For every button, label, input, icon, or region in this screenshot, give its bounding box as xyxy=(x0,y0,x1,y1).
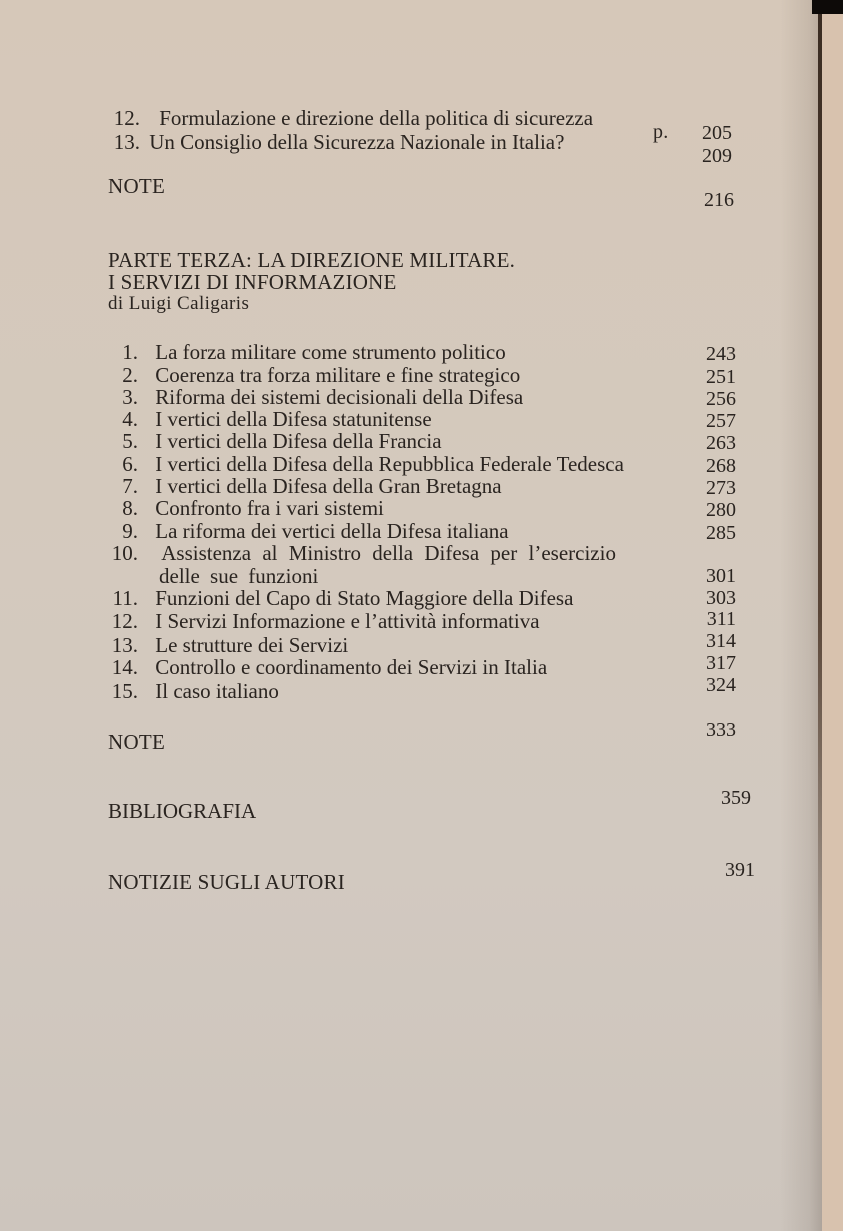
toc-entry xyxy=(108,363,520,387)
entry-page: 268 xyxy=(706,455,736,477)
entry-title: Un Consiglio della Sicurezza Nazionale in Italia? xyxy=(149,130,565,154)
entry-number: 4. xyxy=(122,407,138,431)
toc-entry xyxy=(108,407,432,431)
dark-corner xyxy=(812,0,843,14)
toc-entry xyxy=(108,633,348,657)
entry-number: 9. xyxy=(122,519,138,543)
entry-page: 243 xyxy=(706,343,736,365)
entry-page: 256 xyxy=(706,388,736,410)
entry-page: 324 xyxy=(706,674,736,696)
authors-page: 391 xyxy=(725,859,755,881)
entry-number: 15. xyxy=(111,679,138,703)
part-author: di Luigi Caligaris xyxy=(108,293,250,314)
authors-label: NOTIZIE SUGLI AUTORI xyxy=(108,870,345,894)
part-heading-line1: PARTE TERZA: LA DIREZIONE MILITARE. xyxy=(108,248,516,272)
entry-title: I vertici della Difesa della Gran Bretagna xyxy=(155,474,502,498)
part-heading-line2: I SERVIZI DI INFORMAZIONE xyxy=(108,270,397,294)
entry-title: Le strutture dei Servizi xyxy=(155,633,349,657)
bibliography-label: BIBLIOGRAFIA xyxy=(108,799,257,823)
entry-number: 11. xyxy=(112,586,138,610)
entry-number: 5. xyxy=(122,429,138,453)
entry-title: I Servizi Informazione e l’attività informativa xyxy=(155,609,540,633)
toc-entry xyxy=(108,519,509,543)
toc-entry xyxy=(108,429,442,453)
next-page-edge xyxy=(822,10,843,1231)
notes-label: NOTE xyxy=(108,174,166,198)
entry-number: 7. xyxy=(122,474,138,498)
entry-title: Confronto fra i vari sistemi xyxy=(155,496,384,520)
page-curve-shadow xyxy=(780,0,822,1231)
entry-number: 13. xyxy=(113,130,140,154)
entry-number: 8. xyxy=(122,496,138,520)
toc-entry xyxy=(108,452,624,476)
entry-number: 12. xyxy=(111,609,138,633)
entry-title: La forza militare come strumento politico xyxy=(155,340,506,364)
entry-title: I vertici della Difesa statunitense xyxy=(155,407,432,431)
entry-number: 3. xyxy=(122,385,138,409)
notes-page: 216 xyxy=(704,189,734,211)
entry-page: 263 xyxy=(706,432,736,454)
entry-title-continuation: delle sue funzioni xyxy=(159,564,319,588)
entry-page: 280 xyxy=(706,499,736,521)
entry-page: 314 xyxy=(706,630,736,652)
toc-entry xyxy=(108,106,593,130)
entry-page: 257 xyxy=(706,410,736,432)
entry-title: Riforma dei sistemi decisionali della Difesa xyxy=(155,385,524,409)
entry-number: 13. xyxy=(111,633,138,657)
entry-page: 301 xyxy=(706,565,736,587)
toc-entry xyxy=(108,586,573,610)
entry-title: Funzioni del Capo di Stato Maggiore della Difesa xyxy=(155,586,574,610)
toc-entry xyxy=(108,609,540,633)
toc-entry xyxy=(108,679,279,703)
entry-page: 205 xyxy=(702,122,732,144)
entry-number: 1. xyxy=(122,340,138,364)
entry-page: 273 xyxy=(706,477,736,499)
entry-number: 2. xyxy=(122,363,138,387)
toc-entry xyxy=(108,130,564,154)
toc-entry xyxy=(108,340,506,364)
entry-page: 285 xyxy=(706,522,736,544)
notes-label: NOTE xyxy=(108,730,166,754)
toc-entry xyxy=(108,385,523,409)
entry-title: I vertici della Difesa della Francia xyxy=(155,429,442,453)
entry-page: 311 xyxy=(706,608,736,630)
entry-title: Controllo e coordinamento dei Servizi in Italia xyxy=(155,655,548,679)
page-prefix: p. xyxy=(653,121,669,143)
entry-page: 317 xyxy=(706,652,736,674)
toc-entry xyxy=(108,496,384,520)
entry-number: 6. xyxy=(122,452,138,476)
entry-title: Coerenza tra forza militare e fine strategico xyxy=(155,363,521,387)
entry-title: Il caso italiano xyxy=(155,679,279,703)
entry-number: 12. xyxy=(113,106,140,130)
entry-title: Assistenza al Ministro della Difesa per l’esercizio xyxy=(161,541,616,565)
toc-entry xyxy=(108,474,502,498)
toc-entry xyxy=(108,655,547,679)
entry-number: 14. xyxy=(111,655,138,679)
toc-entry xyxy=(108,541,616,565)
entry-title: La riforma dei vertici della Difesa italiana xyxy=(155,519,509,543)
entry-title: I vertici della Difesa della Repubblica Federale Tedesca xyxy=(155,452,624,476)
entry-title: Formulazione e direzione della politica di sicurezza xyxy=(159,106,594,130)
bibliography-page: 359 xyxy=(721,787,751,809)
entry-number: 10. xyxy=(111,541,138,565)
entry-page: 209 xyxy=(702,145,732,167)
notes-page: 333 xyxy=(706,719,736,741)
entry-page: 303 xyxy=(706,587,736,609)
entry-page: 251 xyxy=(706,366,736,388)
